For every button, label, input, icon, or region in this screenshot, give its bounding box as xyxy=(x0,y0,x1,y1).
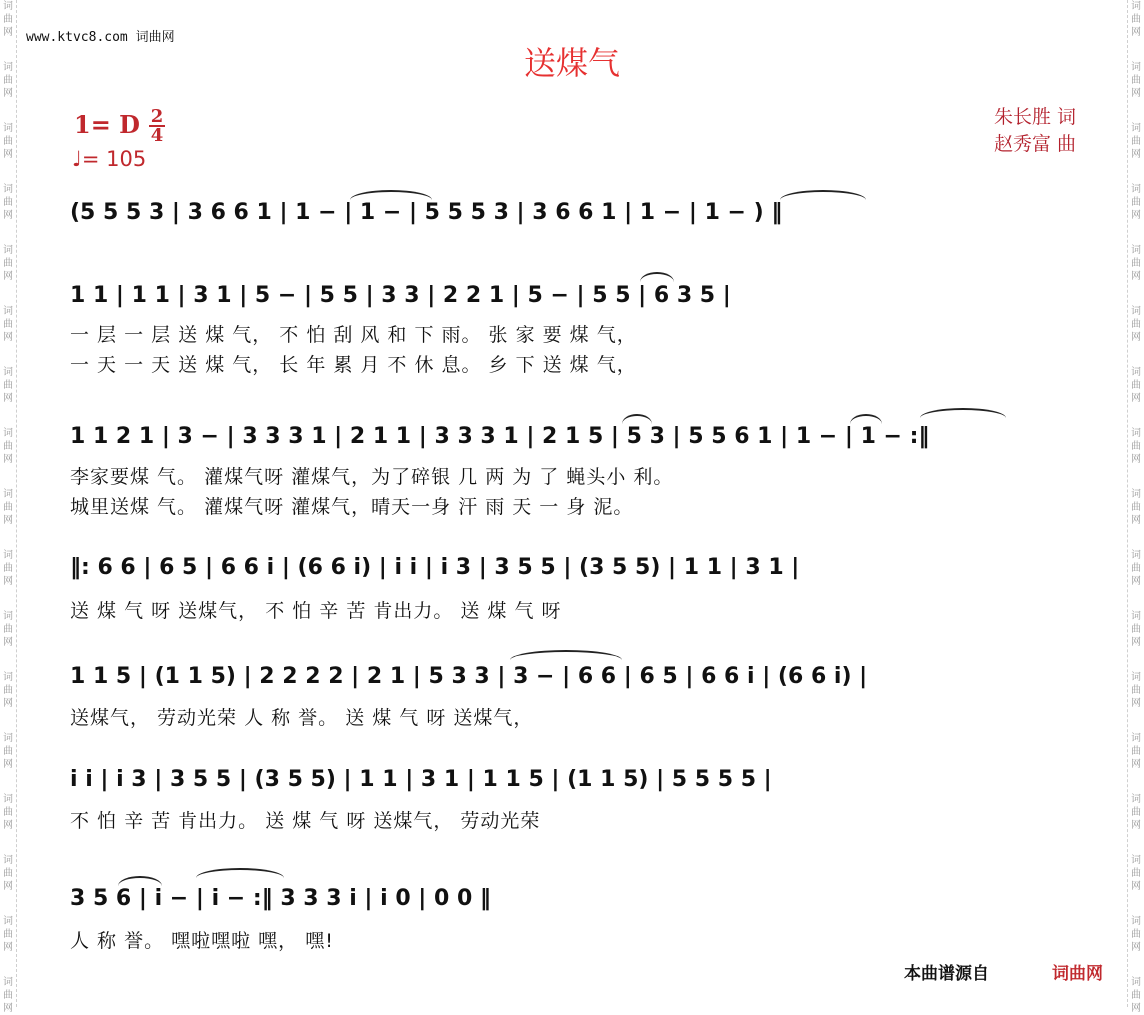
watermark-text: 词 曲 网 xyxy=(1131,977,1141,1014)
watermark-text: 词 曲 网 xyxy=(1131,794,1141,831)
watermark-text: 词 曲 网 xyxy=(1131,916,1141,953)
watermark-text: 词 曲 网 xyxy=(1131,611,1141,648)
tie-slur xyxy=(118,876,162,886)
watermark-text: 词 曲 网 xyxy=(3,977,13,1014)
watermark-text: 词 曲 网 xyxy=(3,489,13,526)
watermark-text: 词 曲 网 xyxy=(1131,306,1141,343)
lyrics-line-6: 不 怕 辛 苦 肯出力。 送 煤 气 呀 送煤气， 劳动光荣 xyxy=(70,810,541,832)
watermark-text: 词 曲 网 xyxy=(3,672,13,709)
tempo-mark: ♩= 105 xyxy=(72,147,147,171)
watermark-text: 词 曲 网 xyxy=(1131,123,1141,160)
tie-slur xyxy=(640,272,674,282)
notation-line-4: ‖: 6 6 | 6 5 | 6 6 i | (6 6 i) | i i | i 3 | 3 5 5 | (3 5 5) | 1 1 | 3 1 | xyxy=(70,555,800,580)
tie-slur xyxy=(780,190,866,200)
watermark-text: 词 曲 网 xyxy=(1131,733,1141,770)
tie-slur xyxy=(510,650,622,660)
footer-source-label: 本曲谱源自 xyxy=(904,964,989,984)
lyrics-line-7: 人 称 誉。 嘿啦嘿啦 嘿， 嘿! xyxy=(70,930,334,952)
tie-slur xyxy=(350,190,432,200)
watermark-text: 词 曲 网 xyxy=(1131,428,1141,465)
watermark-text: 词 曲 网 xyxy=(1131,245,1141,282)
watermark-text: 词 曲 网 xyxy=(3,855,13,892)
watermark-text: 词 曲 网 xyxy=(3,245,13,282)
watermark-text: 词 曲 网 xyxy=(3,306,13,343)
tie-slur xyxy=(196,868,284,878)
watermark-text: 词 曲 网 xyxy=(1131,489,1141,526)
watermark-text: 词 曲 网 xyxy=(1131,1,1141,38)
notation-line-7: 3 5 6 | i − | i − :‖ 3 3 3 i | i 0 | 0 0 ‖ xyxy=(70,886,491,911)
time-signature xyxy=(148,108,166,144)
watermark-text: 词 曲 网 xyxy=(1131,62,1141,99)
watermark-text: 词 曲 网 xyxy=(1131,855,1141,892)
watermark-text: 词 曲 网 xyxy=(3,550,13,587)
notation-line-3: 1 1 2 1 | 3 − | 3 3 3 1 | 2 1 1 | 3 3 3 1 | 2 1 5 | 5 3 | 5 5 6 1 | 1 − | 1 − :‖ xyxy=(70,424,930,449)
tie-slur xyxy=(920,408,1006,418)
watermark-text: 词 曲 网 xyxy=(3,184,13,221)
time-signature-top: 2 xyxy=(150,106,164,127)
watermark-text: 词 曲 网 xyxy=(1131,367,1141,404)
composer-credit: 赵秀富 曲 xyxy=(993,133,1076,155)
watermark-text: 词 曲 网 xyxy=(3,733,13,770)
watermark-text: 词 曲 网 xyxy=(1131,672,1141,709)
notation-line-6: i i | i 3 | 3 5 5 | (3 5 5) | 1 1 | 3 1 | 1 1 5 | (1 1 5) | 5 5 5 5 | xyxy=(70,767,772,792)
key-signature: 1= D xyxy=(74,110,140,139)
watermark-text: 词 曲 网 xyxy=(3,367,13,404)
tie-slur xyxy=(850,414,882,424)
right-watermark-strip xyxy=(1127,0,1144,1014)
notation-line-5: 1 1 5 | (1 1 5) | 2 2 2 2 | 2 1 | 5 3 3 | 3 − | 6 6 | 6 5 | 6 6 i | (6 6 i) | xyxy=(70,664,868,689)
site-label: www.ktvc8.com 词曲网 xyxy=(26,30,175,45)
lyrics-line-3-verse-2: 城里送煤 气。 灌煤气呀 灌煤气，晴天一身 汗 雨 天 一 身 泥。 xyxy=(70,496,634,518)
lyrics-line-3-verse-1: 李家要煤 气。 灌煤气呀 灌煤气，为了碎银 几 两 为 了 蝇头小 利。 xyxy=(70,466,674,488)
song-title: 送煤气 xyxy=(523,44,620,82)
lyricist-credit: 朱长胜 词 xyxy=(993,106,1076,128)
watermark-text: 词 曲 网 xyxy=(3,1,13,38)
watermark-text: 词 曲 网 xyxy=(3,123,13,160)
watermark-text: 词 曲 网 xyxy=(3,611,13,648)
watermark-text: 词 曲 网 xyxy=(3,794,13,831)
watermark-text: 词 曲 网 xyxy=(1131,550,1141,587)
time-signature-bottom: 4 xyxy=(150,125,164,146)
watermark-text: 词 曲 网 xyxy=(1131,184,1141,221)
footer-logo[interactable]: 词曲网 xyxy=(1052,964,1103,984)
lyrics-line-5: 送煤气， 劳动光荣 人 称 誉。 送 煤 气 呀 送煤气， xyxy=(70,707,534,729)
watermark-text: 词 曲 网 xyxy=(3,62,13,99)
notation-line-1: (5 5 5 3 | 3 6 6 1 | 1 − | 1 − | 5 5 5 3 | 3 6 6 1 | 1 − | 1 − ) ‖ xyxy=(70,200,783,225)
left-watermark-strip xyxy=(0,0,17,1014)
watermark-text: 词 曲 网 xyxy=(3,428,13,465)
notation-line-2: 1 1 | 1 1 | 3 1 | 5 − | 5 5 | 3 3 | 2 2 1 | 5 − | 5 5 | 6 3 5 | xyxy=(70,283,731,308)
watermark-text: 词 曲 网 xyxy=(3,916,13,953)
lyrics-line-2-verse-1: 一 层 一 层 送 煤 气， 不 怕 刮 风 和 下 雨。 张 家 要 煤 气， xyxy=(70,324,637,346)
lyrics-line-2-verse-2: 一 天 一 天 送 煤 气， 长 年 累 月 不 休 息。 乡 下 送 煤 气， xyxy=(70,354,637,376)
lyrics-line-4: 送 煤 气 呀 送煤气， 不 怕 辛 苦 肯出力。 送 煤 气 呀 xyxy=(70,600,562,622)
tie-slur xyxy=(622,414,652,424)
